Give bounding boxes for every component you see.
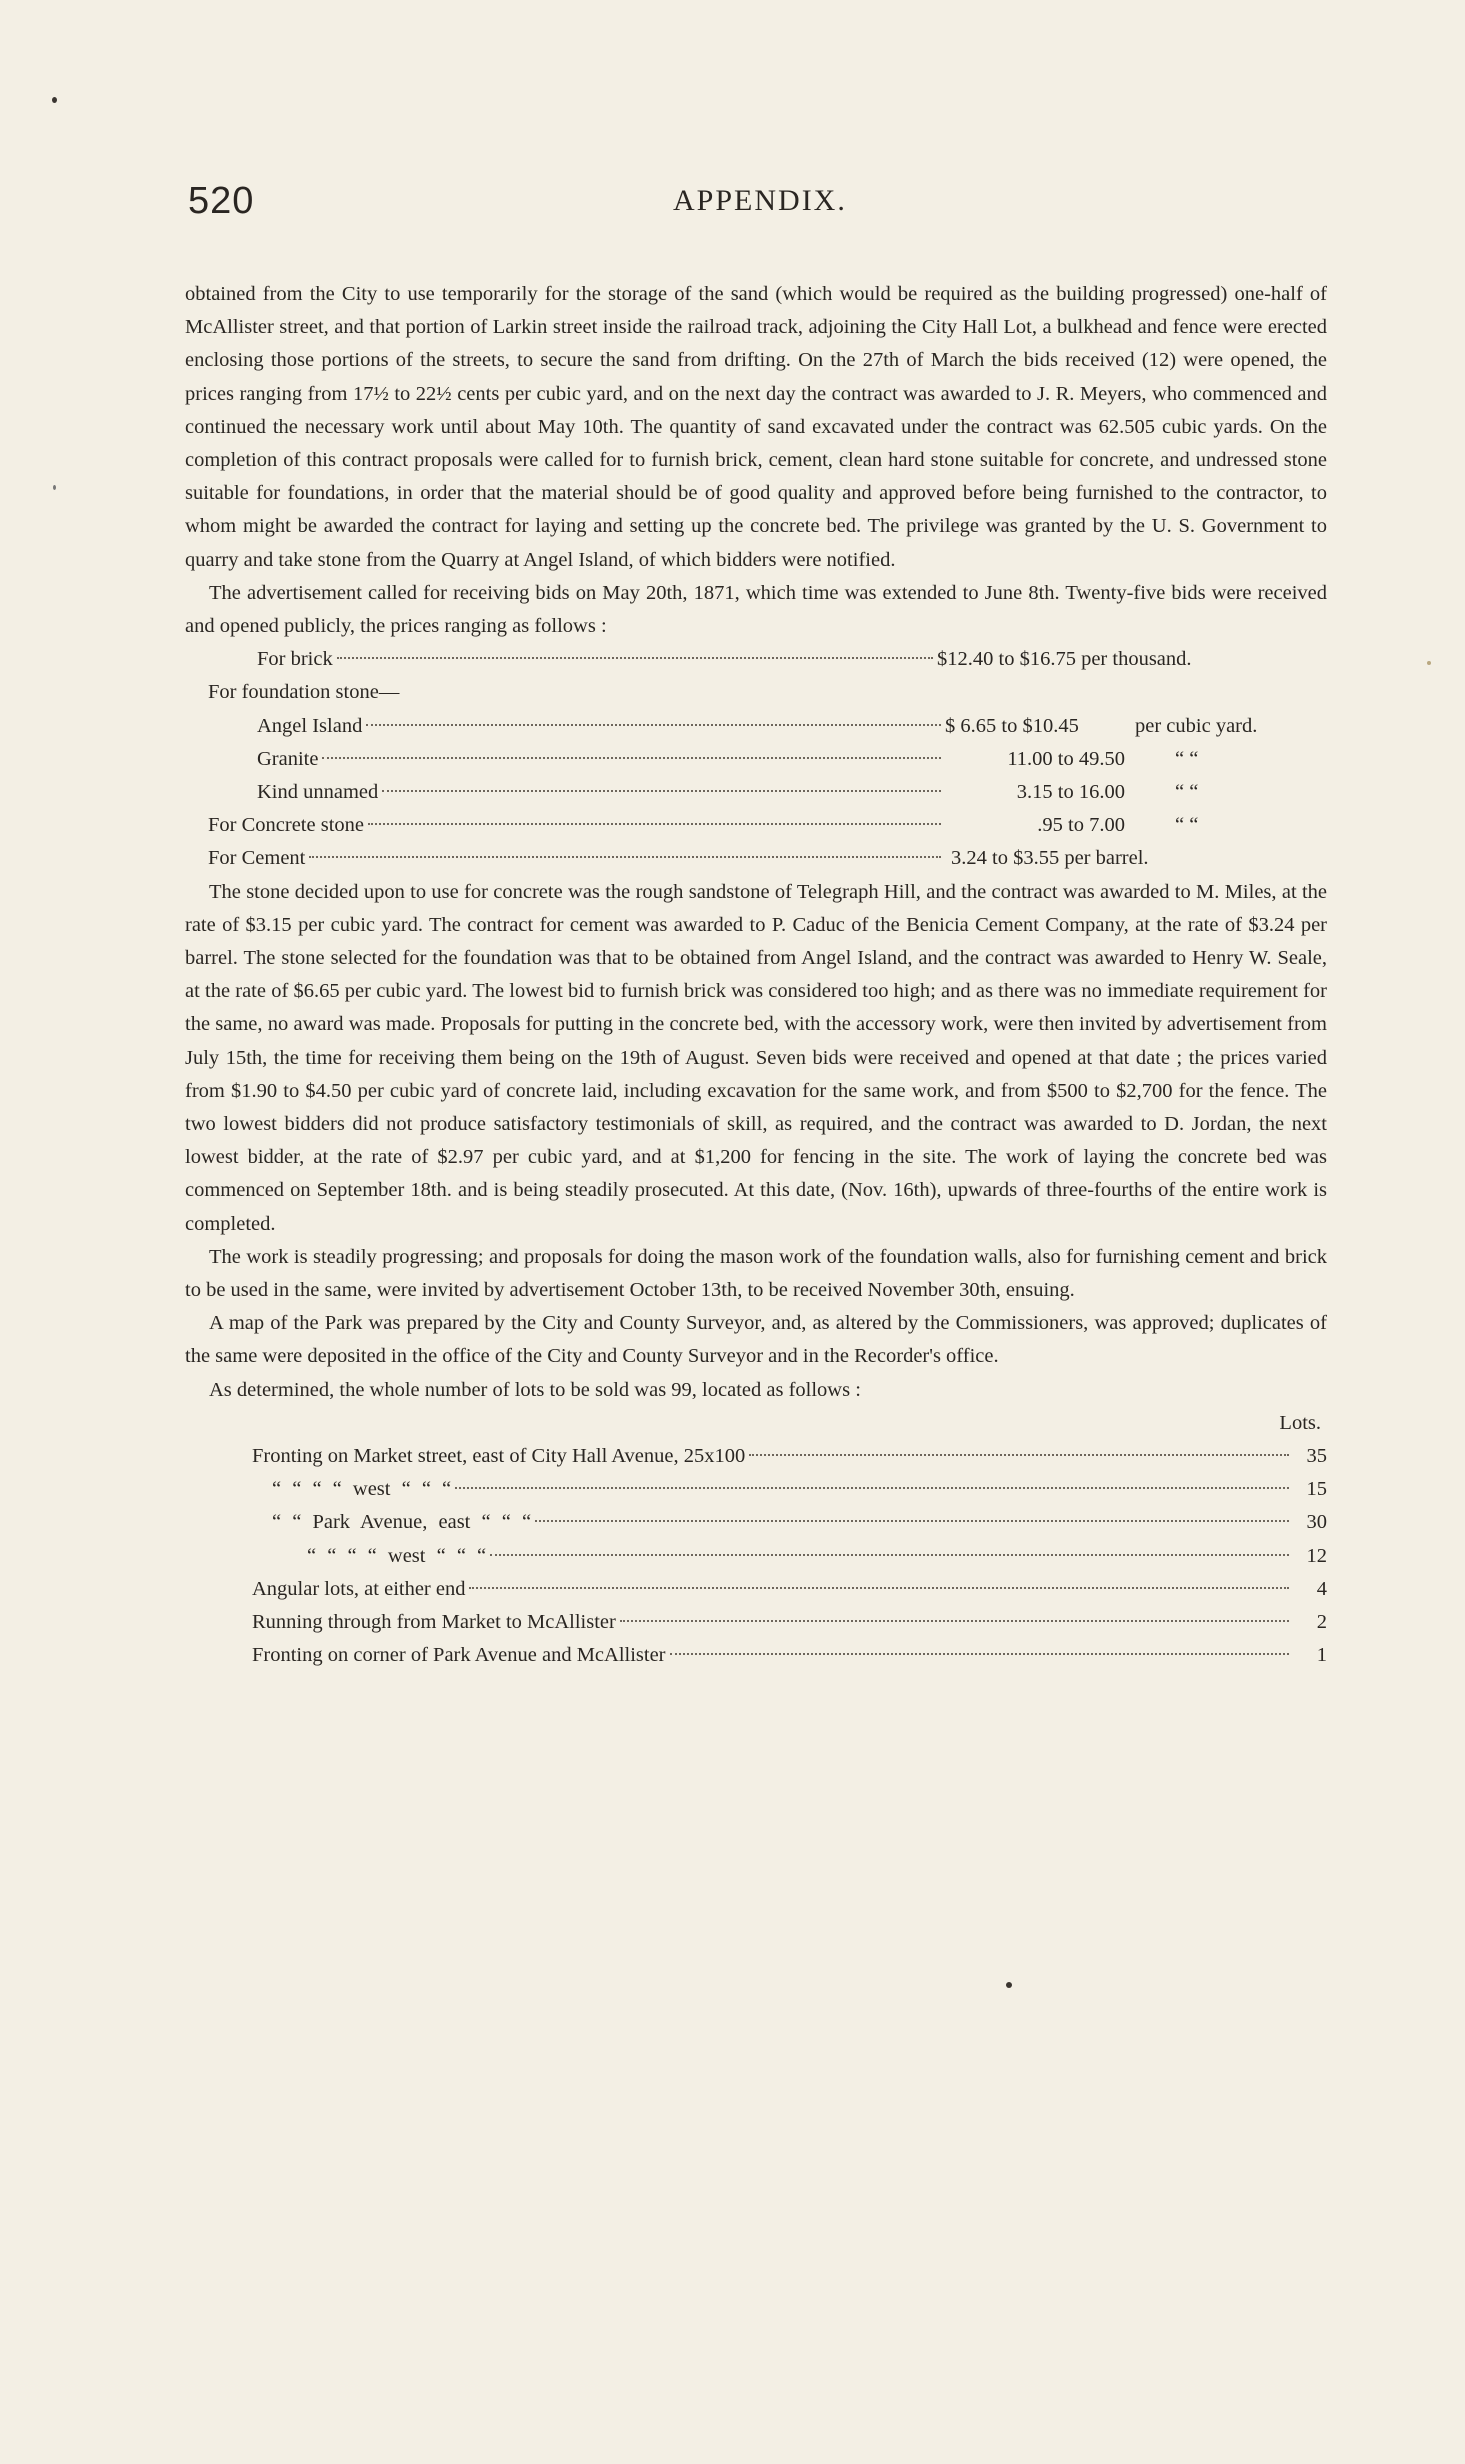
leader-dots — [368, 823, 941, 825]
leader-dots — [366, 724, 941, 726]
page-body — [185, 278, 1327, 1672]
leader-dots — [535, 1520, 1289, 1522]
lots-row: Fronting on Market street, east of City Hall Avenue, 25x100 35 — [252, 1444, 1327, 1467]
bid-row-granite: Granite 11.00 to 49.50 “ “ — [257, 747, 1199, 770]
ink-speck — [53, 485, 56, 490]
paragraph: A map of the Park was prepared by the City and County Surveyor, and, as altered by the Commissioners, was approved; duplicates of the same were deposited in the office of the City and County Surveyor and in the Recorder's office. — [185, 1312, 1327, 1368]
leader-dots — [455, 1487, 1289, 1489]
bid-row-brick: For brick $12.40 to $16.75 per thousand. — [257, 648, 1192, 671]
paragraph: The advertisement called for receiving bids on May 20th, 1871, which time was extended to June 8th. Twenty-five bids were received and opened publicly, the prices ranging as follows : — [185, 581, 1327, 638]
paragraph: The stone decided upon to use for concrete was the rough sandstone of Telegraph Hill, and the contract was awarded to M. Miles, at the rate of $3.15 per cubic yard. The contract for cement was awarded to P. Caduc of the Benicia Cement Company, at the rate of $3.24 per barrel. The stone selected for the foundation was that to be obtained from Angel Island, and the contract was awarded to Henry W. Seale, at the rate of $6.65 per cubic yard. The lowest bid to furnish brick was considered too high; and as there was no immediate requirement for the same, no award was made. Proposals for putting in the concrete bed, with the accessory work, were then invited by advertisement from July 15th, the time for receiving them being on the 19th of August. Seven bids were received and opened at that date ; the prices varied from $1.90 to $4.50 per cubic yard of concrete laid, including excavation for the same work, and from $500 to $2,700 for the fence. The two lowest bidders did not produce satisfactory testimonials of skill, as required, and the contract was awarded to D. Jordan, the next lowest bidder, at the rate of $2.97 per cubic yard, and at $1,200 for fencing in the site. The work of laying the concrete bed was commenced on September 18th. and is being steadily prosecuted. At this date, (Nov. 16th), upwards of three-fourths of the entire work is completed. — [185, 880, 1327, 1235]
bid-row-cement: For Cement 3.24 to $3.55 per barrel. — [208, 847, 1149, 870]
lots-row: Running through from Market to McAllister 2 — [252, 1610, 1327, 1633]
ink-speck — [1006, 1982, 1012, 1988]
bid-group-header: For foundation stone— — [208, 681, 400, 704]
leader-dots — [749, 1454, 1289, 1456]
ink-speck — [52, 97, 57, 103]
page-number: 520 — [188, 180, 255, 222]
lots-row: “ “ “ “ west “ “ “ 15 — [272, 1478, 1327, 1501]
leader-dots — [309, 856, 941, 858]
lots-row: Angular lots, at either end 4 — [252, 1577, 1327, 1600]
lots-column-header: Lots. — [1279, 1411, 1321, 1434]
leader-dots — [322, 757, 941, 759]
leader-dots — [382, 790, 941, 792]
paragraph: As determined, the whole number of lots to be sold was 99, located as follows : — [209, 1378, 861, 1401]
lots-row: “ “ “ “ west “ “ “ 12 — [307, 1544, 1327, 1567]
leader-dots — [620, 1620, 1289, 1622]
running-head: APPENDIX. — [673, 184, 847, 217]
page-header — [188, 180, 1325, 230]
lots-row: Fronting on corner of Park Avenue and McAllister 1 — [252, 1644, 1327, 1667]
leader-dots — [469, 1587, 1289, 1589]
bid-row-angel-island: Angel Island $ 6.65 to $10.45 per cubic yard. — [257, 714, 1258, 737]
leader-dots — [490, 1554, 1289, 1556]
paragraph: The work is steadily progressing; and proposals for doing the mason work of the foundation walls, also for furnishing cement and brick to be used in the same, were invited by advertisement October 13th, to be received November 30th, ensuing. — [185, 1245, 1327, 1301]
paragraph: obtained from the City to use temporarily for the storage of the sand (which would be required as the building progressed) one-half of McAllister street, and that portion of Larkin street inside the railroad track, adjoining the City Hall Lot, a bulkhead and fence were erected enclosing those portions of the streets, to secure the sand from drifting. On the 27th of March the bids received (12) were opened, the prices ranging from 17½ to 22½ cents per cubic yard, and on the next day the contract was awarded to J. R. Meyers, who commenced and continued the necessary work until about May 10th. The quantity of sand excavated under the contract was 62.505 cubic yards. On the completion of this contract proposals were called for to furnish brick, cement, clean hard stone suitable for concrete, and undressed stone suitable for foundations, in order that the material should be of good quality and approved before being furnished to the contractor, to whom might be awarded the contract for laying and setting up the concrete bed. The privilege was granted by the U. S. Government to quarry and take stone from the Quarry at Angel Island, of which bidders were notified. — [185, 283, 1327, 571]
leader-dots — [337, 657, 933, 659]
leader-dots — [670, 1653, 1289, 1655]
bids-table — [185, 643, 1327, 875]
bid-row-kind-unnamed: Kind unnamed 3.15 to 16.00 “ “ — [257, 780, 1199, 803]
ink-speck — [1427, 661, 1431, 665]
bid-row-concrete: For Concrete stone .95 to 7.00 “ “ — [208, 814, 1199, 837]
lots-table — [185, 1407, 1327, 1673]
lots-row: “ “ Park Avenue, east “ “ “ 30 — [272, 1511, 1327, 1534]
